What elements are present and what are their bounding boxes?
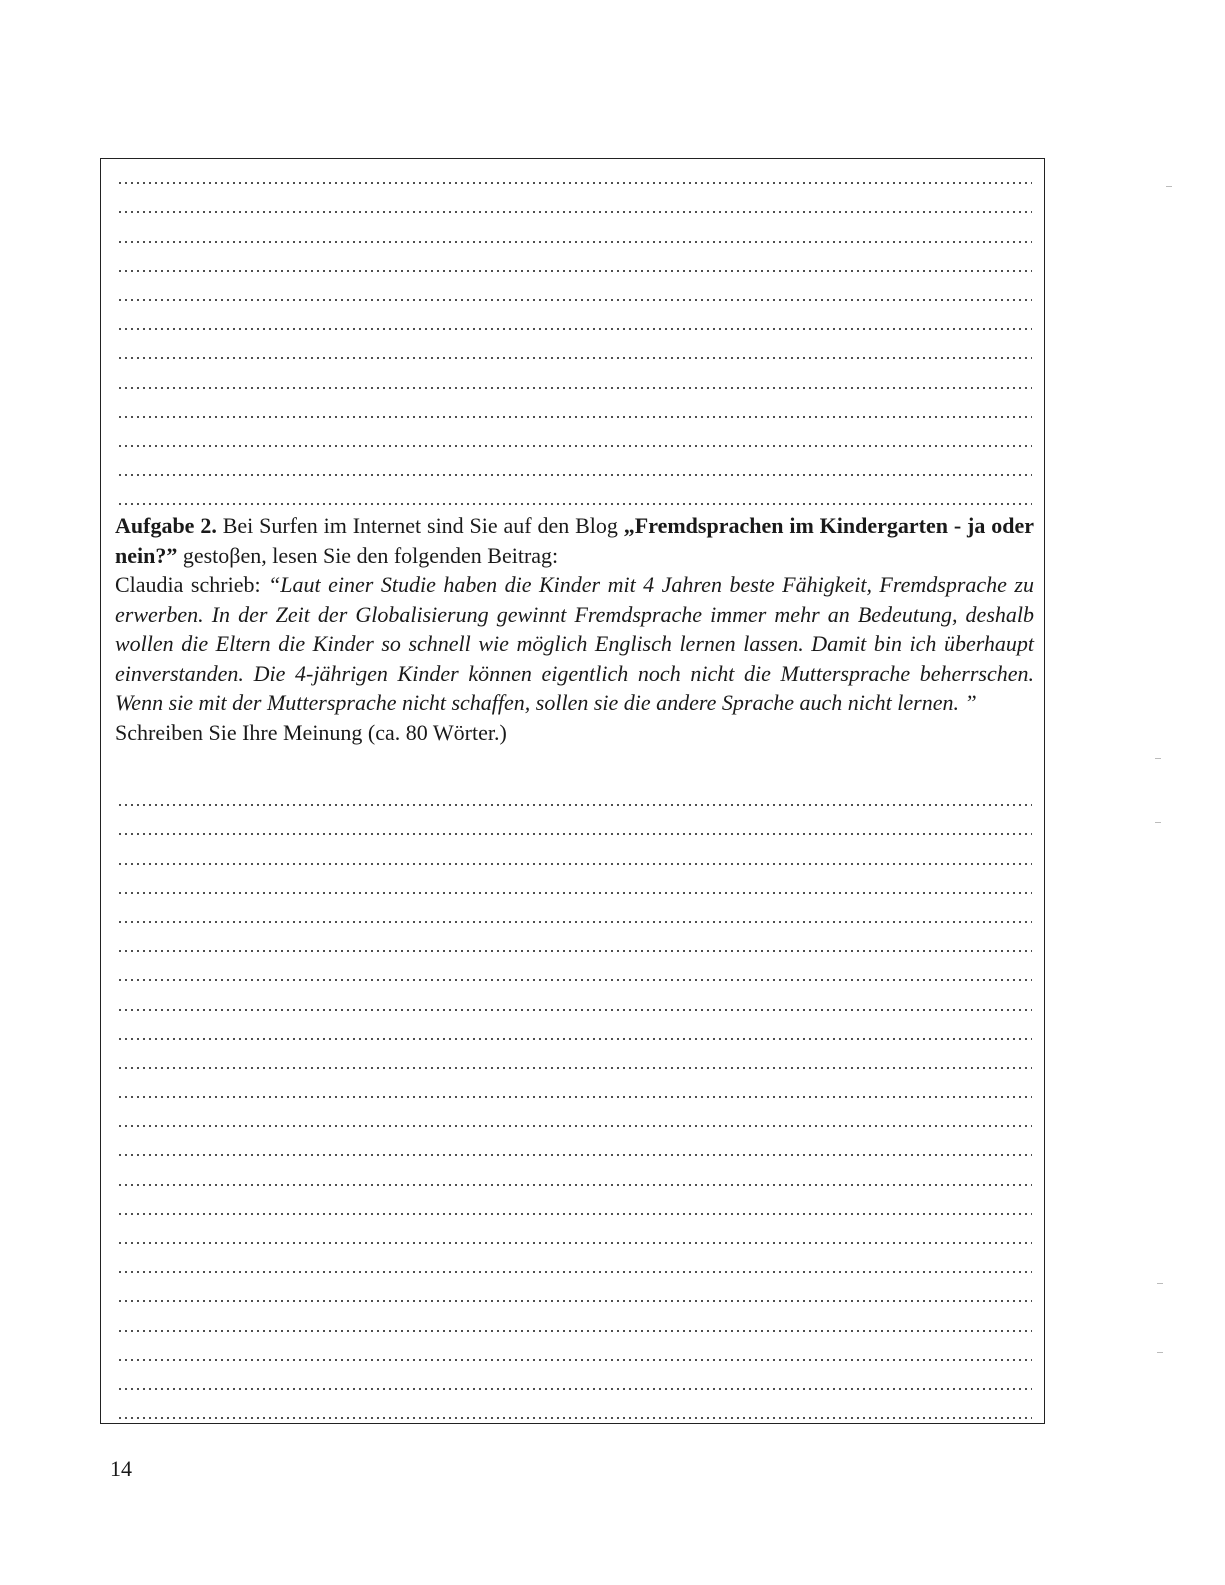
answer-line[interactable] <box>117 1338 1032 1367</box>
answer-line[interactable] <box>117 1192 1032 1221</box>
blog-post-author: Claudia schrieb: <box>115 572 269 597</box>
answer-line[interactable] <box>117 929 1032 958</box>
answer-lines-task-2[interactable] <box>117 783 1032 1425</box>
scan-mark <box>1166 186 1172 187</box>
task-label: Aufgabe 2. <box>115 513 217 538</box>
task-instruction-text: Schreiben Sie Ihre Meinung (ca. 80 Wörter.) <box>115 719 507 745</box>
answer-line[interactable] <box>117 249 1032 278</box>
answer-line[interactable] <box>117 1396 1032 1425</box>
answer-line[interactable] <box>117 871 1032 900</box>
answer-line[interactable] <box>117 219 1032 248</box>
answer-line[interactable] <box>117 424 1032 453</box>
task-intro-text-end: gestoβen, lesen Sie den folgenden Beitrag: <box>177 542 559 568</box>
answer-frame <box>100 158 1045 1424</box>
answer-line[interactable] <box>117 365 1032 394</box>
answer-line[interactable] <box>117 958 1032 987</box>
answer-line[interactable] <box>117 1250 1032 1279</box>
scan-mark <box>1155 822 1161 823</box>
blog-post-quote: “Laut einer Studie haben die Kinder mit 4 Jahren beste Fähigkeit, Fremdsprache zu erwerben. In der Zeit der Globalisierung gewinnt Fremdsprache immer mehr an Bedeutung, deshalb wollen die Eltern die Kinder so schnell wie möglich Englisch lernen lassen. Damit bin ich überhaupt einverstanden. Die 4-jährigen Kinder können eigentlich noch nicht die Muttersprache beherrschen. Wenn sie mit der Muttersprache nicht schaffen, sollen sie die andere Sprache auch nicht lernen. ” <box>115 572 1034 715</box>
answer-line[interactable] <box>117 1279 1032 1308</box>
answer-line[interactable] <box>117 1104 1032 1133</box>
answer-line[interactable] <box>117 278 1032 307</box>
answer-line[interactable] <box>117 161 1032 190</box>
scan-mark <box>1155 758 1161 759</box>
scan-mark <box>1157 1352 1163 1353</box>
task-intro-text: Bei Surfen im Internet sind Sie auf den Blog <box>216 513 624 538</box>
blog-post <box>115 570 1034 718</box>
answer-line[interactable] <box>117 336 1032 365</box>
blog-title: „Fremdsprachen im Kindergarten - ja oder nein?” <box>115 513 1034 568</box>
answer-line[interactable] <box>117 307 1032 336</box>
task-2 <box>115 511 1034 747</box>
answer-line[interactable] <box>117 1308 1032 1337</box>
answer-line[interactable] <box>117 1162 1032 1191</box>
page-number: 14 <box>110 1456 132 1481</box>
answer-line[interactable] <box>117 1133 1032 1162</box>
answer-line[interactable] <box>117 783 1032 812</box>
scan-mark <box>1157 1283 1163 1284</box>
answer-line[interactable] <box>117 395 1032 424</box>
answer-line[interactable] <box>117 453 1032 482</box>
answer-line[interactable] <box>117 900 1032 929</box>
answer-line[interactable] <box>117 482 1032 511</box>
answer-lines-previous-task[interactable] <box>117 161 1032 511</box>
task-instruction <box>115 718 1034 748</box>
answer-line[interactable] <box>117 1221 1032 1250</box>
answer-line[interactable] <box>117 841 1032 870</box>
answer-line[interactable] <box>117 1046 1032 1075</box>
answer-line[interactable] <box>117 812 1032 841</box>
answer-line[interactable] <box>117 987 1032 1016</box>
answer-line[interactable] <box>117 1075 1032 1104</box>
answer-line[interactable] <box>117 190 1032 219</box>
task-2-intro <box>115 511 1034 570</box>
answer-line[interactable] <box>117 1367 1032 1396</box>
answer-line[interactable] <box>117 1017 1032 1046</box>
